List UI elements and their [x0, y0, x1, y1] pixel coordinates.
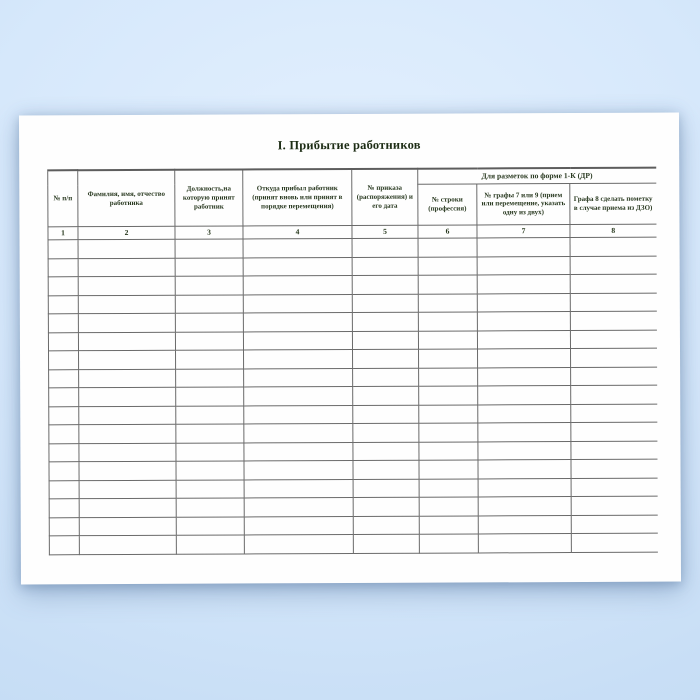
col-header-name: Фамилия, имя, отчество работника: [78, 170, 175, 227]
table-cell: [353, 368, 419, 387]
table-cell: [175, 239, 243, 258]
table-cell: [176, 368, 244, 387]
table-cell: [352, 275, 418, 294]
table-cell: [477, 293, 570, 312]
table-cell: [78, 295, 175, 314]
table-cell: [78, 276, 175, 295]
table-cell: [79, 498, 176, 517]
table-cell: [353, 386, 419, 405]
table-cell: [419, 497, 478, 516]
table-cell: [78, 332, 175, 351]
column-number: 6: [418, 225, 477, 238]
table-cell: [243, 275, 352, 294]
col-header-position: Должность,на которую принят работник: [175, 169, 243, 226]
table-cell: [353, 516, 419, 535]
table-row: [49, 533, 657, 554]
table-cell: [353, 405, 419, 424]
table-cell: [175, 294, 243, 313]
table-cell: [244, 386, 353, 405]
table-cell: [418, 256, 477, 275]
table-cell: [176, 387, 244, 406]
table-cell: [570, 330, 656, 349]
table-cell: [353, 534, 419, 553]
col-header-grafa-7-9: № графы 7 или 9 (прием или перемещение, указать одну из двух): [477, 183, 570, 225]
table-cell: [176, 350, 244, 369]
table-cell: [175, 257, 243, 276]
table-cell: [48, 332, 78, 351]
table-cell: [478, 367, 571, 386]
table-cell: [243, 294, 352, 313]
table-cell: [419, 386, 478, 405]
table-cell: [176, 479, 244, 498]
table-cell: [477, 312, 570, 331]
table-cell: [244, 349, 353, 368]
table-cell: [49, 369, 79, 388]
table-cell: [352, 331, 418, 350]
table-cell: [571, 533, 657, 552]
table-cell: [49, 499, 79, 518]
table-cell: [477, 256, 570, 275]
table-cell: [78, 313, 175, 332]
table-cell: [478, 478, 571, 497]
table-cell: [352, 312, 418, 331]
table-cell: [419, 367, 478, 386]
table-cell: [48, 295, 78, 314]
table-cell: [478, 441, 571, 460]
document-page: [19, 113, 681, 585]
table-cell: [353, 349, 419, 368]
column-number: 7: [477, 225, 570, 238]
table-cell: [79, 406, 176, 425]
table-cell: [419, 404, 478, 423]
table-cell: [176, 516, 244, 535]
table-cell: [244, 368, 353, 387]
table-cell: [478, 497, 571, 516]
table-cell: [571, 422, 657, 441]
table-cell: [78, 258, 175, 277]
table-cell: [49, 462, 79, 481]
table-cell: [243, 257, 352, 276]
table-cell: [570, 293, 656, 312]
table-cell: [49, 443, 79, 462]
table-cell: [175, 331, 243, 350]
table-cell: [353, 423, 419, 442]
table-cell: [418, 238, 477, 257]
table-cell: [477, 275, 570, 294]
table-cell: [571, 348, 657, 367]
table-cell: [477, 238, 570, 257]
table-cell: [48, 258, 78, 277]
table-cell: [243, 238, 352, 257]
col-header-order: № приказа (распоряжения) и его дата: [352, 169, 418, 226]
table-cell: [353, 479, 419, 498]
table-cell: [570, 237, 656, 256]
table-cell: [419, 423, 478, 442]
table-cell: [48, 277, 78, 296]
table-cell: [478, 460, 571, 479]
table-cell: [570, 311, 656, 330]
table-cell: [571, 496, 657, 515]
table-cell: [176, 461, 244, 480]
table-cell: [175, 313, 243, 332]
table-cell: [419, 515, 478, 534]
table-cell: [78, 239, 175, 258]
table-cell: [176, 498, 244, 517]
col-group-header: Для разметок по форме 1-К (ДР): [418, 168, 656, 184]
table-cell: [176, 405, 244, 424]
table-cell: [48, 240, 78, 259]
table-cell: [49, 536, 79, 555]
table-cell: [79, 443, 176, 462]
column-number: 2: [78, 226, 175, 239]
page-title: I. Прибытие работников: [277, 137, 421, 153]
table-cell: [478, 534, 571, 553]
table-cell: [570, 274, 656, 293]
table-cell: [79, 517, 176, 536]
table-cell: [418, 293, 477, 312]
table-cell: [244, 497, 353, 516]
table-cell: [243, 331, 352, 350]
table-cell: [571, 441, 657, 460]
table-cell: [48, 314, 78, 333]
table-cell: [570, 256, 656, 275]
table-cell: [478, 515, 571, 534]
table-cell: [478, 386, 571, 405]
table-cell: [244, 534, 353, 553]
column-number: 1: [48, 227, 78, 240]
table-cell: [419, 441, 478, 460]
table-cell: [49, 388, 79, 407]
table-cell: [419, 349, 478, 368]
table-cell: [571, 515, 657, 534]
table-cell: [477, 330, 570, 349]
column-number: 3: [175, 226, 243, 239]
table-cell: [244, 516, 353, 535]
col-header-origin: Откуда прибыл работник (принят вновь или принят в порядке перемещения): [243, 169, 352, 226]
table-cell: [418, 275, 477, 294]
table-cell: [419, 478, 478, 497]
table-cell: [49, 406, 79, 425]
column-number: 5: [352, 225, 418, 238]
table-cell: [79, 369, 176, 388]
table-cell: [79, 535, 176, 554]
table-cell: [79, 350, 176, 369]
table-cell: [244, 442, 353, 461]
table-cell: [243, 312, 352, 331]
table-cell: [419, 534, 478, 553]
col-header-num: № п/п: [48, 170, 78, 227]
table-cell: [176, 442, 244, 461]
table-cell: [418, 330, 477, 349]
table-cell: [571, 385, 657, 404]
table-cell: [176, 535, 244, 554]
table-cell: [244, 460, 353, 479]
table-cell: [353, 460, 419, 479]
table-cell: [49, 425, 79, 444]
column-number: 8: [570, 224, 656, 237]
table-cell: [79, 480, 176, 499]
table-cell: [244, 479, 353, 498]
table-cell: [175, 276, 243, 295]
table-cell: [571, 478, 657, 497]
arrivals-table: [47, 167, 657, 555]
table-cell: [352, 238, 418, 257]
table-cell: [419, 460, 478, 479]
table-cell: [571, 367, 657, 386]
table-cell: [353, 497, 419, 516]
table-cell: [353, 442, 419, 461]
table-cell: [478, 404, 571, 423]
table-cell: [244, 405, 353, 424]
column-number: 4: [243, 225, 352, 238]
table-cell: [418, 312, 477, 331]
table-cell: [352, 257, 418, 276]
table-cell: [79, 424, 176, 443]
col-header-grafa-8: Графа 8 сделать пометку в случае приема из ДЗО): [570, 183, 656, 225]
table-cell: [244, 423, 353, 442]
table-cell: [79, 387, 176, 406]
table-cell: [352, 294, 418, 313]
table-cell: [49, 480, 79, 499]
table-cell: [571, 459, 657, 478]
table-cell: [79, 461, 176, 480]
table-cell: [49, 517, 79, 536]
table-cell: [176, 424, 244, 443]
table-cell: [571, 404, 657, 423]
col-header-line-no: № строки (профессия): [418, 183, 477, 225]
table-cell: [478, 349, 571, 368]
table-cell: [478, 423, 571, 442]
table-cell: [49, 351, 79, 370]
